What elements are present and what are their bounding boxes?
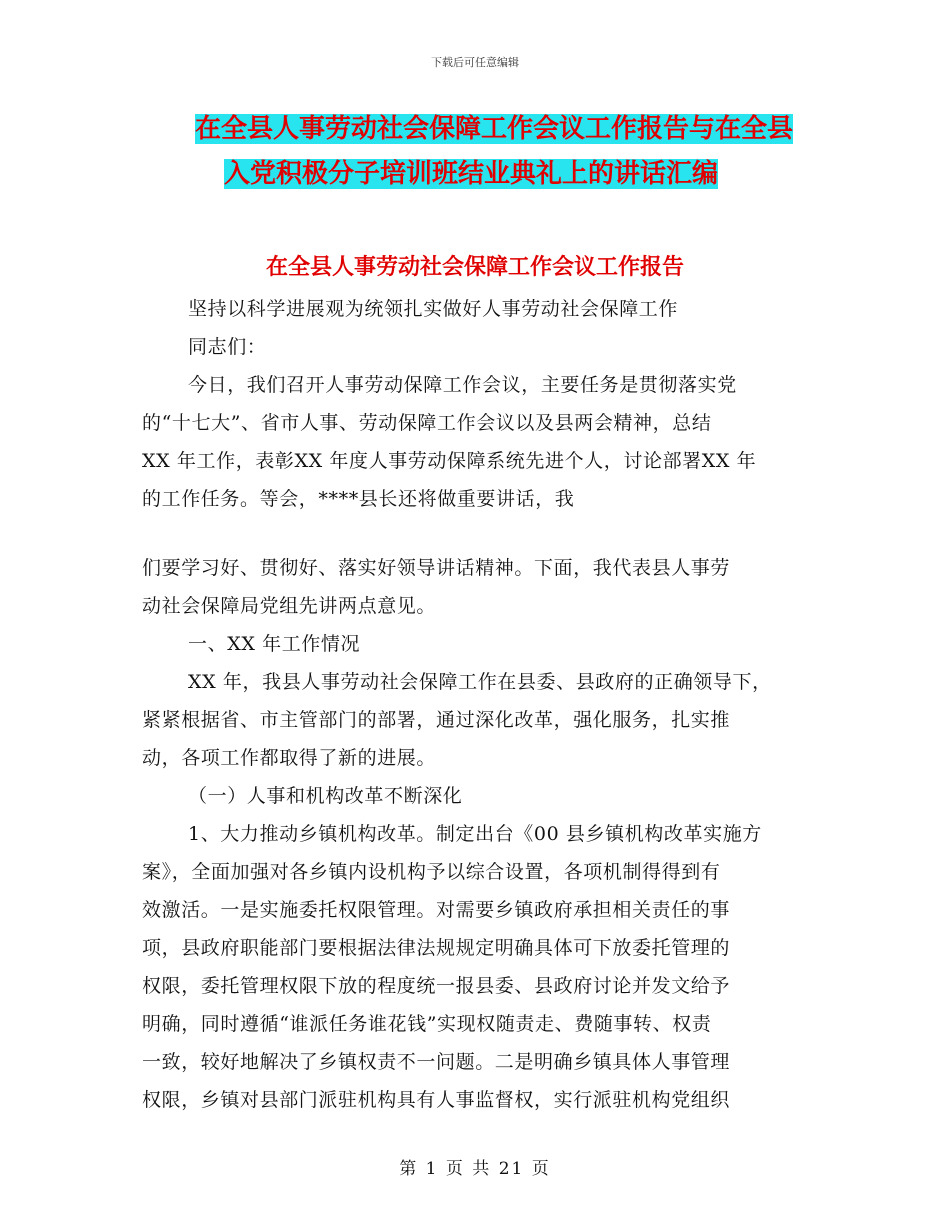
body-line: 同志们： [188,336,267,358]
body-line: 一、XX 年工作情况 [188,633,361,655]
body-line: 今日，我们召开人事劳动保障工作会议，主要任务是贯彻落实党 [188,374,737,396]
body-line: 案》，全面加强对各乡镇内设机构予以综合设置，各项机制得得到有 [142,861,721,883]
body-line: 1、大力推动乡镇机构改革。制定出台《00 县乡镇机构改革实施方 [188,823,762,845]
main-title-line-1: 在全县人事劳动社会保障工作会议工作报告与在全县 [195,114,794,144]
body-line: 动社会保障局党组先讲两点意见。 [142,595,437,617]
body-line: 权限，乡镇对县部门派驻机构具有人事监督权，实行派驻机构党组织 [142,1089,731,1111]
main-title-line-2: 入党积极分子培训班结业典礼上的讲话汇编 [224,159,719,189]
body-line: 的工作任务。等会，****县长还将做重要讲话，我 [142,488,575,510]
body-line: 坚持以科学进展观为统领扎实做好人事劳动社会保障工作 [188,298,679,320]
body-line: 效激活。一是实施委托权限管理。对需要乡镇政府承担相关责任的事 [142,899,731,921]
body-line: 的“十七大”、省市人事、劳动保障工作会议以及县两会精神，总结 [142,412,712,434]
body-line: XX 年工作，表彰XX 年度人事劳动保障系统先进个人，讨论部署XX 年 [142,450,757,472]
body-line: 们要学习好、贯彻好、落实好领导讲话精神。下面，我代表县人事劳 [142,557,731,579]
body-line: XX 年，我县人事劳动社会保障工作在县委、县政府的正确领导下， [188,671,772,693]
body-line: 一致，较好地解决了乡镇权责不一问题。二是明确乡镇具体人事管理 [142,1051,731,1073]
page-footer: 第 1 页 共 21 页 [399,1159,551,1179]
body-line: 动，各项工作都取得了新的进展。 [142,747,437,769]
body-line: 项，县政府职能部门要根据法律法规规定明确具体可下放委托管理的 [142,937,731,959]
header-note: 下载后可任意编辑 [431,56,519,69]
body-line: 明确，同时遵循“谁派任务谁花钱”实现权随责走、费随事转、权责 [142,1013,712,1035]
body-line: 权限，委托管理权限下放的程度统一报县委、县政府讨论并发文给予 [142,975,731,997]
section-title: 在全县人事劳动社会保障工作会议工作报告 [265,254,684,280]
body-line: 紧紧根据省、市主管部门的部署，通过深化改革，强化服务，扎实推 [142,709,731,731]
body-line: （一）人事和机构改革不断深化 [188,785,463,807]
